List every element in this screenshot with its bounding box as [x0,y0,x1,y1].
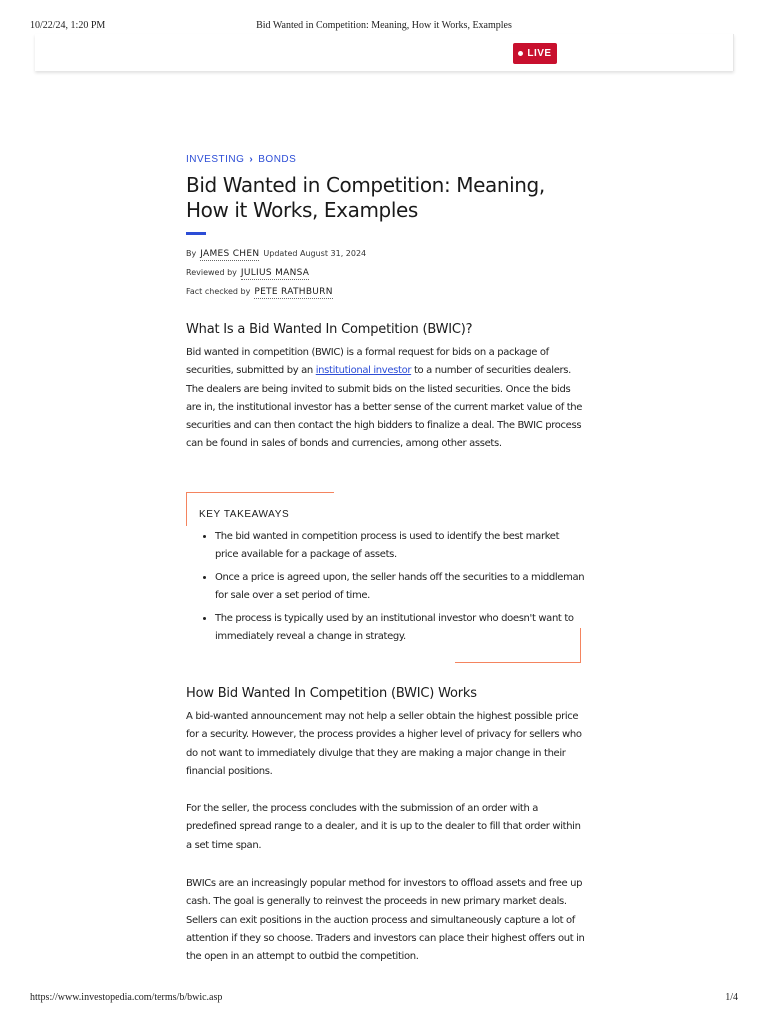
updated-date: Updated August 31, 2024 [263,249,367,258]
by-label: By [186,249,197,258]
chevron-right-icon: › [249,154,254,165]
section1-text-b: to a number of securities dealers. The dealers are being invited to submit bids on the listed securities. Once the bids are in, the institutional investor has a better sense of the current market value of the securities and can then contact the high bidders to finalize a deal. The BWIC process can be found in sales of bonds and currencies, among other assets. [186,365,583,450]
section2-paragraph-2: For the seller, the process concludes with the submission of an order with a predefined spread range to a dealer, and it is up to the dealer to fill that order within a set time span. [186,803,581,851]
title-underline [186,232,206,235]
byline-reviewer [186,268,309,280]
list-item: • The bid wanted in competition process is used to identify the best market price available for a package of assets. [215,528,585,564]
section1-paragraph [186,344,586,454]
section-heading-how-works: How Bid Wanted In Competition (BWIC) Works [186,686,477,701]
section2-paragraph-3: BWICs are an increasingly popular method for investors to offload assets and free up cash. The goal is generally to reinvest the proceeds in new primary market deals. Sellers can exit positions in the auction process and simultaneously capture a lot of attention if they so choose. Traders and investors can place their highest offers out in the open in an attempt to outbid the competition. [186,878,585,963]
takeaways-border-right [580,628,581,663]
live-dot-icon [518,51,523,56]
list-item: • The process is typically used by an institutional investor who doesn't want to immediately reveal a change in strategy. [215,610,585,646]
author-link[interactable]: JAMES CHEN [200,249,260,259]
section2-paragraph-1: A bid-wanted announcement may not help a seller obtain the highest possible price for a security. However, the process provides a higher level of privacy for sellers who do not want to immediately divulge that they are making a major change in their financial positions. [186,711,582,777]
section-heading-what-is: What Is a Bid Wanted In Competition (BWIC)? [186,322,473,337]
factchecker-link[interactable]: PETE RATHBURN [254,287,333,297]
key-takeaways-list [199,528,585,651]
print-header [0,20,768,34]
site-header-bar [35,34,734,71]
print-footer [0,992,768,1006]
byline-factchecker [186,287,333,299]
print-page-number: 1/4 [725,992,738,1003]
print-doc-title: Bid Wanted in Competition: Meaning, How it Works, Examples [256,20,512,31]
takeaways-border-left [186,492,187,526]
reviewed-label: Reviewed by [186,268,237,277]
live-button[interactable] [513,43,557,64]
breadcrumb-bonds[interactable]: BONDS [258,154,297,165]
breadcrumb [186,154,296,165]
takeaways-border-bottom [455,662,581,663]
print-datetime: 10/22/24, 1:20 PM [30,20,106,31]
page-title: Bid Wanted in Competition: Meaning, How it Works, Examples [186,173,545,222]
factcheck-label: Fact checked by [186,287,251,296]
section1-text-a: Bid wanted in competition (BWIC) is a formal request for bids on a package of securities, submitted by an [186,347,549,377]
byline-author [186,249,366,261]
institutional-investor-link[interactable]: institutional investor [315,365,412,377]
reviewer-link[interactable]: JULIUS MANSA [240,268,310,278]
list-item: • Once a price is agreed upon, the seller hands off the securities to a middleman for sale over a set period of time. [215,569,585,605]
live-label: LIVE [527,48,552,59]
breadcrumb-investing[interactable]: INVESTING [186,154,245,165]
print-url: https://www.investopedia.com/terms/b/bwic.asp [30,992,223,1003]
takeaways-border-top [186,492,334,493]
key-takeaways-title: KEY TAKEAWAYS [199,509,290,520]
